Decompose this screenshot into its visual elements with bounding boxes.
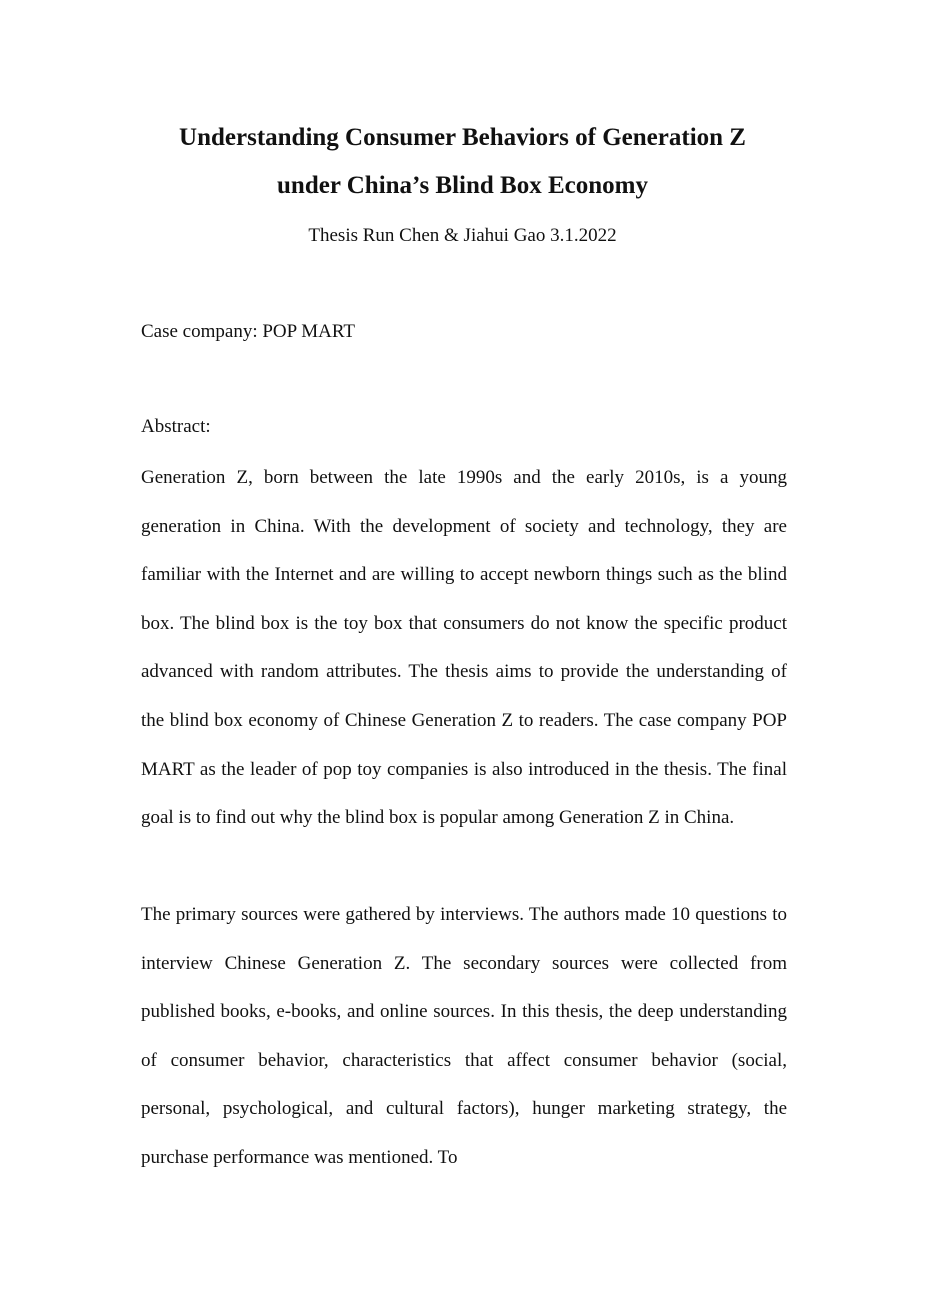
case-company: Case company: POP MART xyxy=(141,321,356,342)
document-title xyxy=(0,114,925,210)
title-line-2: under China’s Blind Box Economy xyxy=(277,172,648,199)
abstract-paragraph-2: The primary sources were gathered by interviews. The authors made 10 questions to interview Chinese Generation Z. The secondary sources were collected from published books, e-books, and online sources. In this thesis, the deep understanding of consumer behavior, characteristics that affect consumer behavior (social, personal, psychological, and cultural factors), hunger marketing strategy, the purchase performance was mentioned. To xyxy=(141,904,787,1168)
abstract-paragraph-1: Generation Z, born between the late 1990s and the early 2010s, is a young generation in China. With the development of society and technology, they are familiar with the Internet and are willing to accept newborn things such as the blind box. The blind box is the toy box that consumers do not know the specific product advanced with random attributes. The thesis aims to provide the understanding of the blind box economy of Chinese Generation Z to readers. The case company POP MART as the leader of pop toy companies is also introduced in the thesis. The final goal is to find out why the blind box is popular among Generation Z in China. xyxy=(141,467,787,829)
thesis-authors-date: Thesis Run Chen & Jiahui Gao 3.1.2022 xyxy=(308,225,617,246)
title-line-1: Understanding Consumer Behaviors of Generation Z xyxy=(179,124,746,151)
abstract-heading: Abstract: xyxy=(141,416,211,437)
